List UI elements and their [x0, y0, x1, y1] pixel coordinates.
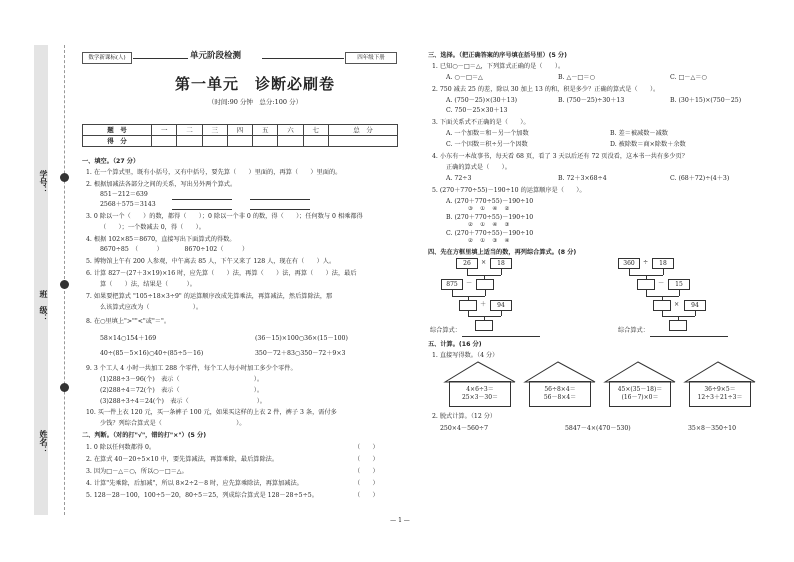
score-header-cell: 六 — [278, 125, 303, 136]
score-cell[interactable] — [328, 136, 397, 147]
choice-4-cont: 正确的算式是（ ）。 — [446, 164, 511, 171]
binding-hole — [60, 173, 69, 182]
score-table — [82, 124, 398, 147]
flow-blank-box[interactable] — [637, 279, 655, 290]
flow-connector — [695, 311, 696, 316]
step-expression[interactable]: 250×4－560÷7 — [440, 425, 489, 432]
flow-connector — [485, 290, 486, 296]
answer-line[interactable] — [462, 336, 540, 337]
flow-box: 875 — [441, 279, 463, 290]
judge-answer[interactable]: （ ） — [354, 492, 379, 499]
choice-option: A. (750－25)×(30＋13) — [446, 97, 518, 104]
q6-line2: 算（ ）法，结果是（ ）。 — [100, 281, 196, 288]
q2: 2. 根据加减法各部分之间的关系，写出另外两个算式。 — [86, 181, 237, 188]
flow-connector — [663, 269, 664, 275]
choice-option: B. (270＋770÷55)－190÷10 — [446, 214, 534, 221]
score-row-label: 得 分 — [83, 136, 152, 147]
choice-5: 5. (270＋770÷55)－190÷10 的运算顺序是（ ）。 — [432, 187, 586, 194]
choice-option: B. △－□＝○ — [558, 74, 595, 81]
score-cell[interactable] — [303, 136, 328, 147]
oral-item[interactable]: 45×(35－18)＝ — [617, 386, 663, 393]
judge-answer[interactable]: （ ） — [354, 468, 379, 475]
score-header-cell: 二 — [177, 125, 202, 136]
q7-line2: 么该算式应改为（ ）。 — [100, 304, 203, 311]
minus-sign: － — [658, 280, 665, 287]
grade-tag: 四年级下册 — [345, 52, 397, 64]
score-header-cell: 一 — [152, 125, 177, 136]
header-rule — [133, 58, 188, 59]
judge-answer[interactable]: （ ） — [354, 480, 379, 487]
flow-blank-box[interactable] — [459, 300, 477, 311]
section-flow: 四、先在方框里填上适当的数，再列综合算式。(8 分) — [428, 249, 577, 256]
q2-eq2: 2568＋575＝3143 — [100, 201, 156, 208]
judge-1: 1. 0 除以任何数都得 0。 — [86, 444, 156, 451]
oral-item[interactable]: 36÷9×5＝ — [704, 386, 736, 393]
binding-hole — [60, 280, 69, 289]
score-cell[interactable] — [253, 136, 278, 147]
judge-5: 5. 128－28－100，100÷5－20，80÷5＝25，列成综合算式是 128－28÷5÷5。 — [86, 492, 318, 499]
choice-option: A. 一个加数＝和－另一个加数 — [446, 130, 529, 137]
choice-2: 2. 750 减去 25 的差，除以 30 加上 13 的和，积是多少？正确的算式是（ ）。 — [432, 86, 660, 93]
score-header-cell: 总 分 — [328, 125, 397, 136]
page-number: — 1 — — [390, 517, 410, 524]
flow-connector — [501, 269, 502, 275]
answer-line[interactable] — [650, 336, 728, 337]
judge-2: 2. 在算式 40－20÷5×10 中，要先算减法，再算乘除，最后算除法。 — [86, 456, 279, 463]
oral-item[interactable]: 4×6÷3＝ — [466, 386, 494, 393]
order-numbers: ③ ① ④ ② — [468, 206, 510, 212]
times-sign: × — [674, 301, 680, 308]
combined-formula-label: 综合算式： — [618, 327, 649, 334]
q8-compare[interactable]: 40÷(85－5×16)○40÷(85÷5－16) — [100, 350, 204, 357]
flow-box: 94 — [684, 300, 706, 311]
section-calc: 五、计算。(16 分) — [428, 341, 482, 348]
calc-oral: 1. 直接写得数。（4 分） — [432, 352, 499, 359]
section-judge: 二、判断。（对的打"√"，错的打"×"）(5 分) — [82, 432, 207, 439]
order-numbers: ② ① ④ ③ — [468, 222, 510, 228]
choice-option: C. (68＋72)÷(4＋3) — [670, 175, 730, 182]
q5: 5. 博物馆上午有 200 人参观，中午离去 85 人，下午又来了 128 人，现在有（ ）人。 — [86, 258, 336, 265]
step-expression[interactable]: 35×8－350÷10 — [688, 425, 737, 432]
section-fill-blank: 一、填空。（27 分） — [82, 158, 140, 165]
choice-option: B. 差＝被减数－减数 — [610, 130, 668, 137]
flow-blank-box[interactable] — [475, 320, 493, 331]
judge-answer[interactable]: （ ） — [354, 456, 379, 463]
binding-hole — [60, 383, 69, 392]
flow-blank-box[interactable] — [669, 320, 687, 331]
divide-sign: ÷ — [643, 259, 649, 266]
q8-compare[interactable]: 350－72＋83○350－72＋9×3 — [255, 350, 346, 357]
flow-box: 94 — [490, 300, 512, 311]
answer-line[interactable] — [172, 209, 232, 210]
oral-item[interactable]: 56÷8×4＝ — [544, 386, 576, 393]
choice-option: C. 一个因数＝积÷另一个因数 — [446, 141, 528, 148]
score-header-cell: 三 — [202, 125, 227, 136]
choice-option: A. ○－□＝△ — [446, 74, 483, 81]
flow-connector — [501, 311, 502, 316]
flow-blank-box[interactable] — [476, 279, 494, 290]
q10-line1: 10. 买一件上衣 120 元，买一条裤子 100 元，如果买这样的上衣 2 件，裤子 3 条，需付多 — [86, 409, 337, 416]
q6-line1: 6. 计算 827－(27＋3×19)×16 时，应先算（ ）法，再算（ ）法，再算（ ）法，最后 — [86, 270, 357, 277]
section-choice: 三、选择。（把正确答案的序号填在括号里）(5 分) — [428, 52, 567, 59]
oral-item[interactable]: 25×3－30＝ — [461, 393, 499, 401]
combined-formula-label: 综合算式： — [430, 327, 461, 334]
q8-compare[interactable]: (36－15)×100○36×(15－100) — [255, 335, 348, 342]
choice-option: C. □－△＝○ — [670, 74, 707, 81]
choice-option: B. (30＋15)×(750－25) — [670, 97, 742, 104]
q3-line2: （ ）；一个数减去 0，得（ ）。 — [100, 224, 205, 231]
score-cell[interactable] — [202, 136, 227, 147]
judge-answer[interactable]: （ ） — [354, 444, 379, 451]
oral-item[interactable]: 56－8×4＝ — [543, 393, 577, 401]
flow-box: 26 — [456, 258, 478, 269]
step-expression[interactable]: 5847－4×(470－530) — [565, 425, 631, 432]
score-cell[interactable] — [177, 136, 202, 147]
q4: 4. 根据 102×85＝8670，直接写出下面算式的得数。 — [86, 236, 236, 243]
choice-option: A. (270＋770÷55)－190÷10 — [446, 198, 534, 205]
answer-line[interactable] — [250, 209, 310, 210]
house-card — [449, 381, 511, 407]
oral-item[interactable]: (16－7)×0＝ — [621, 393, 659, 401]
flow-box: 15 — [668, 279, 690, 290]
q8: 8. 在○里填上">""<"或"＝"。 — [86, 318, 171, 325]
oral-item[interactable]: 12÷3＋21÷3＝ — [697, 393, 743, 401]
student-id-label: 学号： — [39, 170, 48, 194]
q1: 1. 在一个算式里，既有小括号，又有中括号，要先算（ ）里面的，再算（ ）里面的。 — [86, 169, 342, 176]
edition-tag: 数学新课标(人) — [82, 52, 132, 64]
score-header-cell: 题 号 — [83, 125, 152, 136]
q3-line1: 3. 0 除以一个（ ）的数，都得（ ）；0 除以一个非 0 的数，得（ ）；任何数与 0 相乘都得 — [86, 213, 363, 220]
q7-line1: 7. 如果要把算式 "105÷18×3÷9" 的运算顺序改成先算乘法，再算减法，然后算除法，那 — [86, 293, 333, 300]
judge-4: 4. 计算"先乘除，后加减"，所以 8×2÷2－8 时，应先算乘除法，再算加减法。 — [86, 480, 303, 487]
house-card — [689, 381, 751, 407]
page-subtitle: （时间:90 分钟 总分:100 分） — [207, 98, 303, 106]
flow-box: 18 — [490, 258, 512, 269]
q2-eq1: 851－212＝639 — [100, 191, 148, 198]
flow-box: 18 — [652, 258, 674, 269]
q9-a: (1)288÷3－96(个) 表示（ ）。 — [100, 376, 264, 383]
choice-option: C. 750－25×30＋13 — [446, 107, 508, 114]
choice-4: 4. 小东有一本故事书，每天看 68 页，看了 3 天以后还有 72 页没看，这本书一共有多少页？ — [432, 153, 688, 160]
answer-line[interactable] — [250, 199, 310, 200]
q4-items: 8670÷85 （ ） 8670÷102（ ） — [100, 246, 249, 253]
q10-line2: 少钱？列综合算式是（ ）。 — [100, 420, 246, 427]
class-label: 班 级： — [39, 290, 48, 322]
choice-1: 1. 已知○－□＝△，下列算式正确的是（ ）。 — [432, 63, 565, 70]
score-cell[interactable] — [227, 136, 252, 147]
header-rule — [262, 58, 344, 59]
q8-compare[interactable]: 58×14○154＋169 — [100, 335, 157, 342]
choice-3: 3. 下面关系式不正确的是（ ）。 — [432, 119, 530, 126]
flow-box: 360 — [618, 258, 640, 269]
choice-option: B. (750－25)÷30＋13 — [558, 97, 625, 104]
minus-sign: － — [466, 280, 473, 287]
q9-b: (2)288÷4＝72(个) 表示（ ）。 — [100, 387, 264, 394]
score-cell[interactable] — [278, 136, 303, 147]
answer-line[interactable] — [172, 199, 232, 200]
q9-c: (3)288÷3÷4＝24(个) 表示（ ）。 — [100, 398, 266, 405]
header-center-title: 单元阶段检测 — [190, 51, 242, 61]
choice-option: A. 72÷3 — [446, 175, 472, 182]
plus-sign: ＋ — [480, 301, 487, 308]
choice-option: B. 72＋3×68÷4 — [558, 175, 607, 182]
house-card — [529, 381, 591, 407]
score-cell[interactable] — [152, 136, 177, 147]
choice-option: D. 被除数＝商×除数＋余数 — [610, 141, 686, 148]
times-sign: × — [481, 259, 487, 266]
calc-step: 2. 脱式计算。（12 分） — [432, 413, 497, 420]
q9: 9. 3 个工人 4 小时一共加工 288 个零件，每个工人每小时加工多少个零件。 — [86, 365, 297, 372]
house-card — [609, 381, 671, 407]
choice-option: C. (270＋770÷55)－190÷10 — [446, 230, 534, 237]
page-title: 第一单元 诊断必刷卷 — [174, 75, 335, 93]
flow-blank-box[interactable] — [653, 300, 671, 311]
judge-3: 3. 因为□－△＝○，所以○－□＝△。 — [86, 468, 188, 475]
score-header-cell: 七 — [303, 125, 328, 136]
name-label: 姓名： — [39, 430, 48, 454]
score-header-cell: 五 — [253, 125, 278, 136]
order-numbers: ② ① ③ ④ — [468, 238, 510, 244]
score-header-cell: 四 — [227, 125, 252, 136]
flow-connector — [679, 290, 680, 296]
